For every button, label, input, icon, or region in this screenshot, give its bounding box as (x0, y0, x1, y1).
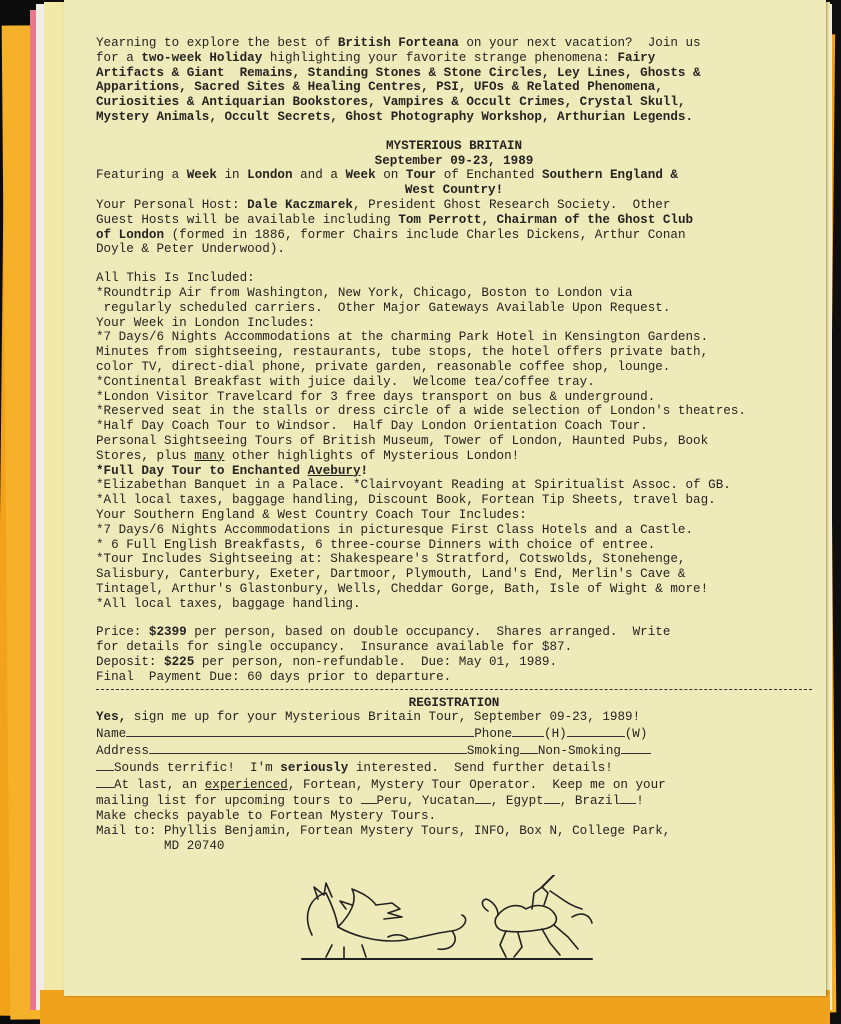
dragon-illustration (302, 883, 592, 959)
intro-line: Apparitions, Sacred Sites & Healing Centres, PSI, UFOs & Related Phenomena, (96, 80, 663, 95)
tour-dates: September 09-23, 1989 (374, 153, 534, 168)
dragon-and-knight-illustration (292, 875, 602, 970)
included-line: *7 Days/6 Nights Accommodations at the charming Park Hotel in Kensington Gardens. (96, 330, 709, 345)
included-line: *Elizabethan Banquet in a Palace. *Clairvoyant Reading at Spiritualist Assoc. of GB. (96, 478, 731, 493)
flyer-content (96, 36, 812, 854)
smoking-checkbox[interactable] (520, 742, 538, 754)
at-last-line: At last, an experienced, Fortean, Mystery Tour Operator. Keep me on your (96, 776, 812, 793)
included-line: Stores, plus many other highlights of Mysterious London! (96, 448, 520, 463)
tour-title: MYSTERIOUS BRITAIN (385, 138, 523, 153)
knight-on-horse-illustration (482, 875, 592, 957)
included-line: *Half Day Coach Tour to Windsor. Half Day London Orientation Coach Tour. (96, 419, 648, 434)
included-line: *Tour Includes Sightseeing at: Shakespeare's Stratford, Cotswolds, Stonehenge, (96, 552, 686, 567)
egypt-checkbox[interactable] (544, 792, 560, 804)
host-line: Guest Hosts will be available including Tom Perrott, Chairman of the Ghost Club (96, 212, 694, 227)
name-phone-row: Name Phone (H) (W) (96, 727, 648, 742)
host-line: Your Personal Host: Dale Kaczmarek, President Ghost Research Society. Other (96, 197, 671, 212)
registration-yes-line: Yes, sign me up for your Mysterious Britain Tour, September 09-23, 1989! (96, 710, 641, 725)
address-field[interactable] (149, 742, 467, 754)
included-line: Personal Sightseeing Tours of British Museum, Tower of London, Haunted Pubs, Book (96, 433, 709, 448)
included-line: Tintagel, Arthur's Glastonbury, Wells, Cheddar Gorge, Bath, Isle of Wight & more! (96, 581, 709, 596)
price-line: for details for single occupancy. Insurance available for $87. (96, 640, 573, 655)
peru-checkbox[interactable] (361, 792, 377, 804)
sounds-terrific-checkbox[interactable] (96, 759, 114, 771)
phone-work-field[interactable] (567, 725, 625, 737)
included-line: *All local taxes, baggage handling, Discount Book, Fortean Tip Sheets, travel bag. (96, 493, 716, 508)
included-line: Your Southern England & West Country Coach Tour Includes: (96, 507, 527, 522)
price-line: Price: $2399 per person, based on double occupancy. Shares arranged. Write (96, 625, 671, 640)
name-field[interactable] (126, 725, 474, 737)
host-line: Doyle & Peter Underwood). (96, 242, 285, 257)
included-line: Your Week in London Includes: (96, 315, 316, 330)
included-line: Salisbury, Canterbury, Exeter, Dartmoor, Plymouth, Land's End, Merlin's Cave & (96, 567, 686, 582)
mailing-list-line: mailing list for upcoming tours to Peru, Yucatan , Egypt , Brazil ! (96, 794, 644, 809)
included-line: *London Visitor Travelcard for 3 free days transport on bus & underground. (96, 389, 656, 404)
yucatan-checkbox[interactable] (475, 792, 491, 804)
included-line: Minutes from sightseeing, restaurants, tube stops, the hotel offers private bath, (96, 345, 709, 360)
sounds-terrific-line: Sounds terrific! I'm seriously interested. Send further details! (96, 759, 812, 776)
intro-line: Mystery Animals, Occult Secrets, Ghost Photography Workshop, Arthurian Legends. (96, 109, 694, 124)
address-row: Address Smoking Non-Smoking (96, 742, 812, 759)
avebury-line: *Full Day Tour to Enchanted Avebury! (96, 463, 369, 478)
mail-to-line: Mail to: Phyllis Benjamin, Fortean Mystery Tours, INFO, Box N, College Park, (96, 824, 671, 839)
intro-line: for a two-week Holiday highlighting your favorite strange phenomena: Fairy (96, 50, 656, 65)
featuring-line: West Country! (404, 183, 504, 198)
included-list (96, 271, 812, 611)
phone-home-field[interactable] (512, 725, 544, 737)
host-line: of London (formed in 1886, former Chairs include Charles Dickens, Arthur Conan (96, 227, 686, 242)
intro-line: Artifacts & Giant Remains, Standing Stones & Stone Circles, Ley Lines, Ghosts & (96, 65, 701, 80)
included-line: *All local taxes, baggage handling. (96, 596, 361, 611)
included-line: *7 Days/6 Nights Accommodations in picturesque First Class Hotels and a Castle. (96, 522, 694, 537)
intro-line: Curiosities & Antiquarian Bookstores, Vampires & Occult Crimes, Crystal Skull, (96, 95, 686, 110)
included-line: *Continental Breakfast with juice daily. Welcome tea/coffee tray. (96, 374, 595, 389)
mail-to-line: MD 20740 (96, 838, 225, 853)
included-line: color TV, direct-dial phone, private garden, reasonable coffee shop, lounge. (96, 359, 671, 374)
brazil-checkbox[interactable] (620, 792, 636, 804)
at-last-checkbox[interactable] (96, 776, 114, 788)
nonsmoking-checkbox[interactable] (621, 742, 651, 754)
included-line: *Roundtrip Air from Washington, New York, Chicago, Boston to London via (96, 285, 633, 300)
included-line: *Reserved seat in the stalls or dress circle of a wide selection of London's theatres. (96, 404, 746, 419)
final-payment-line: Final Payment Due: 60 days prior to departure. (96, 669, 452, 684)
included-line: All This Is Included: (96, 271, 255, 286)
included-line: * 6 Full English Breakfasts, 6 three-course Dinners with choice of entree. (96, 537, 656, 552)
checks-line: Make checks payable to Fortean Mystery Tours. (96, 809, 437, 824)
dashed-divider (96, 689, 812, 690)
deposit-line: Deposit: $225 per person, non-refundable. Due: May 01, 1989. (96, 655, 558, 670)
intro-line: Yearning to explore the best of British Forteana on your next vacation? Join us (96, 36, 701, 50)
featuring-line: Featuring a Week in London and a Week on Tour of Enchanted Southern England & (96, 168, 678, 183)
registration-title: REGISTRATION (408, 695, 500, 710)
included-line: regularly scheduled carriers. Other Major Gateways Available Upon Request. (96, 300, 671, 315)
